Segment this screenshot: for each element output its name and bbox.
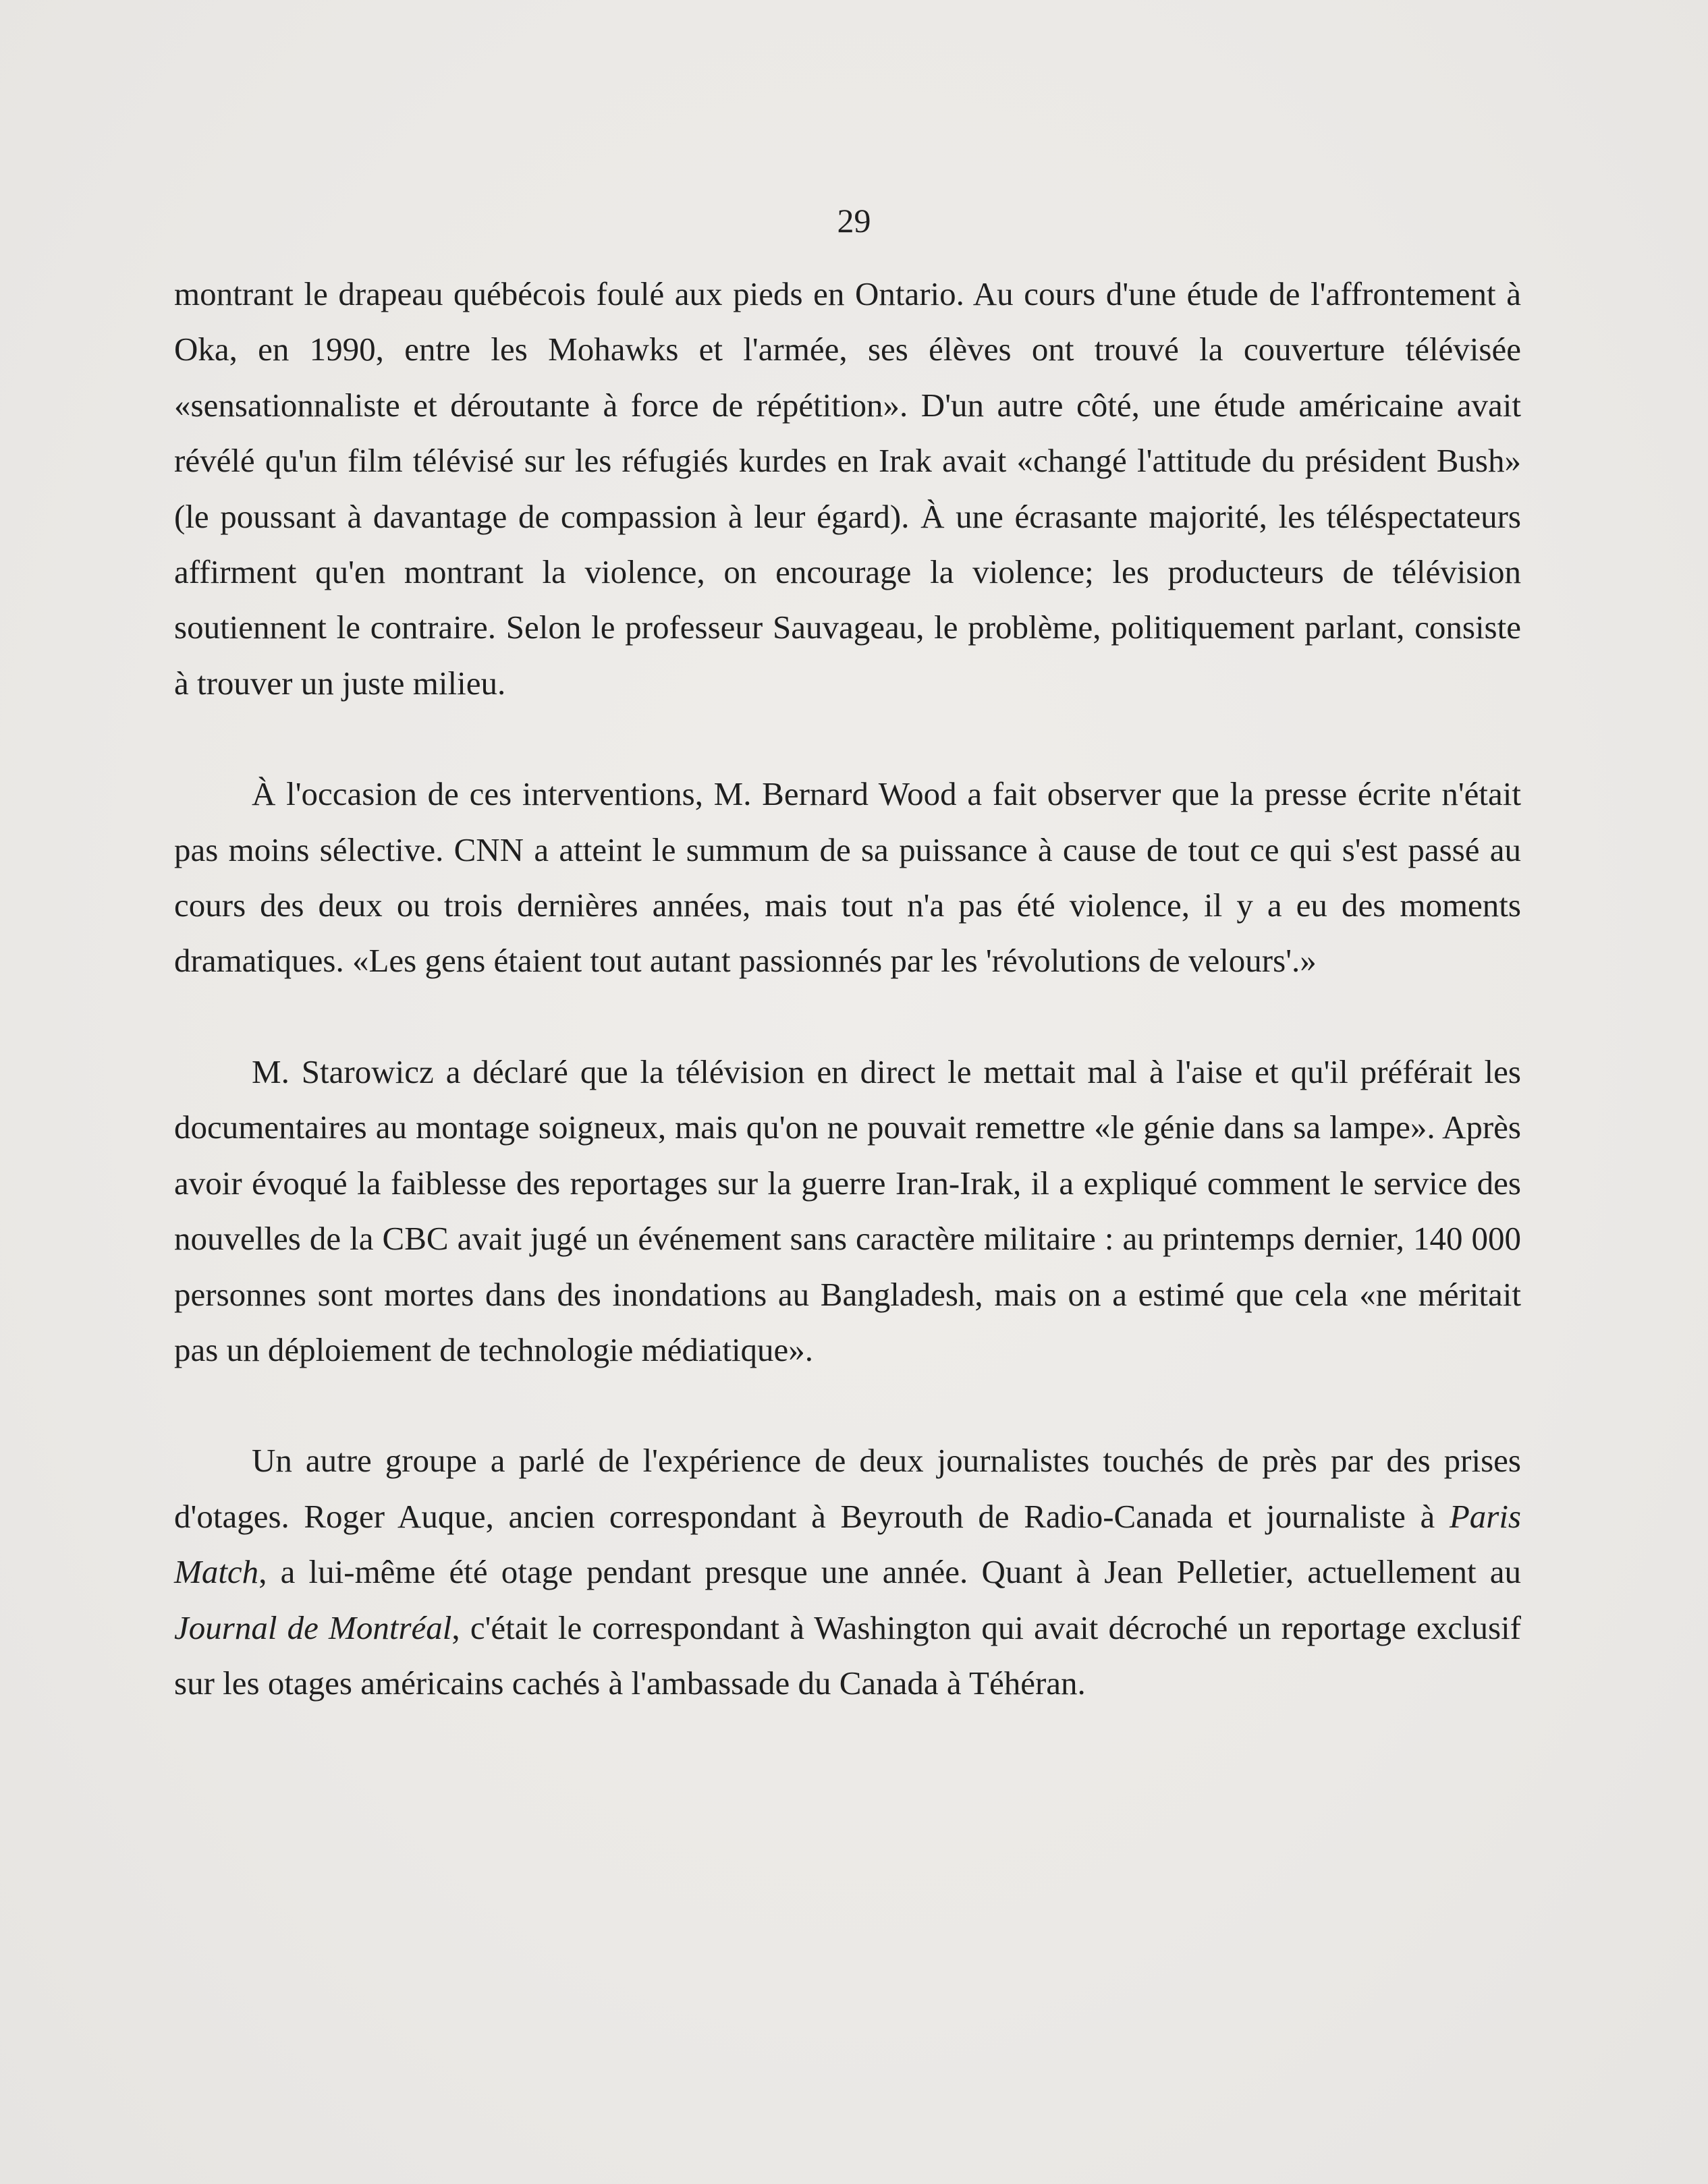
body-text — [174, 267, 1521, 1711]
page-number: 29 — [837, 202, 871, 240]
paragraph-4-text-1: Un autre groupe a parlé de l'expérience de deux journalistes touchés de près par des prises d'otages. Roger Auque, ancien correspondant à Beyrouth de Radio-Canada et journaliste à — [174, 1442, 1521, 1535]
paragraph-2: À l'occasion de ces interventions, M. Bernard Wood a fait observer que la presse écrite n'était pas moins sélective. CNN a atteint le summum de sa puissance à cause de tout ce qui s'est passé au cours des deux ou trois dernières années, mais tout n'a pas été violence, il y a eu des moments dramatiques. «Les gens étaient tout autant passionnés par les 'révolutions de velours'.» — [174, 775, 1521, 980]
paragraph-3: M. Starowicz a déclaré que la télévision en direct le mettait mal à l'aise et qu'il préférait les documentaires au montage soigneux, mais qu'on ne pouvait remettre «le génie dans sa lampe». Après avoir évoqué la faiblesse des reportages sur la guerre Iran-Irak, il a expliqué comment le service des nouvelles de la CBC avait jugé un événement sans caractère militaire : au printemps dernier, 140 000 personnes sont mortes dans des inondations au Bangladesh, mais on a estimé que cela «ne méritait pas un déploiement de technologie médiatique». — [174, 1053, 1521, 1368]
publication-title-journal-de-montreal: Journal de Montréal — [174, 1608, 452, 1646]
paragraph-4-text-2: , a lui-même été otage pendant presque une année. Quant à Jean Pelletier, actuellement au — [258, 1553, 1521, 1591]
publication-title-paris-match: Paris Match — [174, 1497, 1521, 1591]
paragraph-4 — [174, 1433, 1521, 1711]
paragraph-4-text-3: , c'était le correspondant à Washington qui avait décroché un reportage exclusif sur les otages américains cachés à l'ambassade du Canada à Téhéran. — [174, 1608, 1521, 1702]
paragraph-1: montrant le drapeau québécois foulé aux pieds en Ontario. Au cours d'une étude de l'affrontement à Oka, en 1990, entre les Mohawks et l'armée, ses élèves ont trouvé la couverture télévisée «sensationnaliste et déroutante à force de répétition». D'un autre côté, une étude américaine avait révélé qu'un film télévisé sur les réfugiés kurdes en Irak avait «changé l'attitude du président Bush» (le poussant à davantage de compassion à leur égard). À une écrasante majorité, les téléspectateurs affirment qu'en montrant la violence, on encourage la violence; les producteurs de télévision soutiennent le contraire. Selon le professeur Sauvageau, le problème, politiquement parlant, consiste à trouver un juste milieu. — [174, 275, 1521, 702]
